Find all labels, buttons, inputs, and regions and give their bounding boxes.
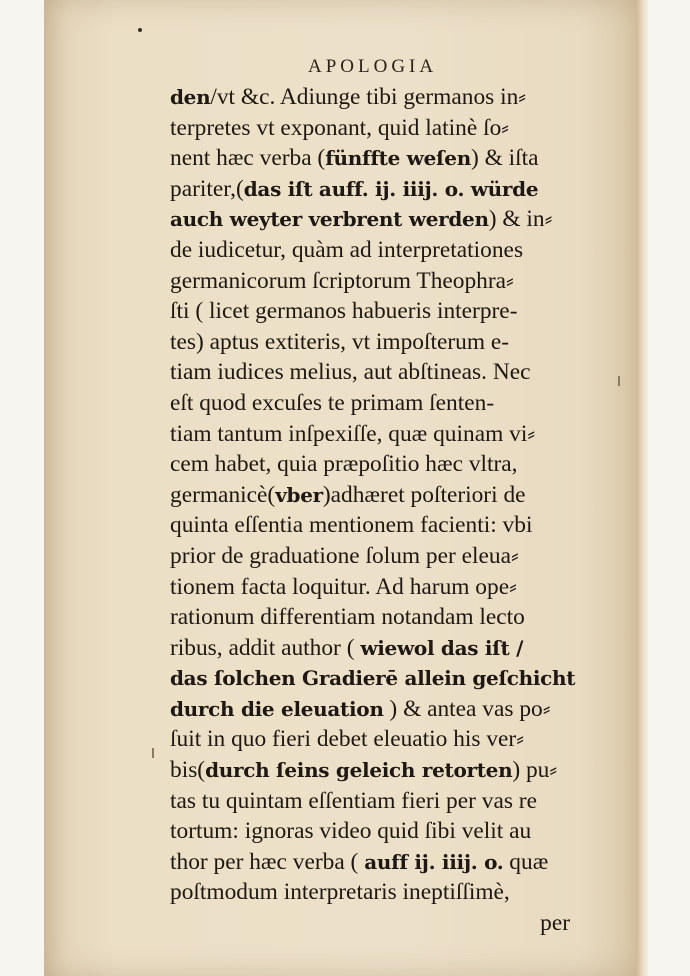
latin-text: nent hæc verba ( — [170, 145, 326, 172]
text-line — [170, 847, 610, 878]
latin-text: tes) aptus extiteris, vt impoſterum e- — [170, 328, 510, 355]
running-head: APOLOGIA — [308, 56, 438, 77]
text-line — [170, 480, 610, 511]
body-text — [170, 82, 610, 939]
latin-text: )adhæret poſteriori de — [322, 481, 526, 508]
latin-text: thor per hæc verba ( — [170, 848, 365, 875]
blackletter-phrase: auff ij. iiij. o. — [364, 849, 504, 874]
blackletter-phrase: das iſt auff. ij. iiij. o. würde — [243, 176, 539, 201]
text-line — [170, 724, 610, 755]
text-line — [170, 602, 610, 633]
text-line — [170, 694, 610, 725]
margin-mark — [152, 748, 154, 758]
latin-text: eſt quod excuſes te primam ſenten- — [170, 389, 495, 416]
latin-text: ) & iſta — [470, 145, 539, 172]
text-line — [170, 388, 610, 419]
text-line — [170, 572, 610, 603]
latin-text: tas tu quintam eſſentiam fieri per vas re — [170, 787, 537, 814]
latin-text: germanicè( — [170, 481, 276, 508]
latin-text: bis( — [170, 757, 206, 784]
latin-text: cem habet, quia præpoſitio hæc vltra, — [170, 451, 518, 478]
latin-text: tiam iudices melius, aut abſtineas. Nec — [170, 359, 531, 386]
text-line — [170, 235, 610, 266]
text-line — [170, 296, 610, 327]
text-line — [170, 633, 610, 664]
latin-text: quinta eſſentia mentionem facienti: vbi — [170, 512, 533, 539]
text-line — [170, 786, 610, 817]
latin-text: germanicorum ſcriptorum Theophra⸗ — [170, 267, 514, 294]
latin-text: terpretes vt exponant, quid latinè ſo⸗ — [170, 114, 510, 141]
latin-text: /vt &c. Adiunge tibi germanos in⸗ — [210, 84, 527, 110]
text-line — [170, 755, 610, 786]
text-line — [170, 510, 610, 541]
blackletter-phrase: den — [170, 85, 211, 109]
latin-text: tortum: ignoras video quid ſibi velit au — [170, 818, 532, 845]
text-line — [170, 174, 610, 205]
latin-text: tionem facta loquitur. Ad harum ope⸗ — [170, 573, 517, 600]
text-line — [170, 82, 610, 113]
blackletter-phrase: vber — [275, 482, 323, 507]
latin-text: rationum differentiam notandam lecto — [170, 604, 525, 631]
blackletter-phrase: wiewol das iſt / — [360, 635, 524, 660]
catchword: per — [540, 910, 570, 937]
text-line — [170, 541, 610, 572]
text-line — [170, 143, 610, 174]
latin-text: ſti ( licet germanos habueris interpre- — [170, 298, 518, 325]
blackletter-phrase: auch weyter verbrent werden — [170, 207, 489, 232]
blackletter-phrase: durch ſeins geleich retorten — [205, 758, 513, 783]
latin-text: de iudicetur, quàm ad interpretationes — [170, 236, 524, 263]
blackletter-phrase: fünffte weſen — [325, 146, 471, 171]
blackletter-phrase: durch die eleuation — [170, 696, 384, 721]
latin-text: prior de graduatione ſolum per eleua⸗ — [170, 542, 519, 569]
latin-text: ) & antea vas po⸗ — [383, 695, 551, 722]
text-line — [170, 266, 610, 297]
latin-text: ) pu⸗ — [512, 757, 558, 784]
latin-text: ribus, addit author ( — [170, 634, 361, 661]
margin-mark — [618, 376, 620, 386]
page-edge — [636, 0, 648, 976]
latin-text: ) & in⸗ — [488, 206, 553, 233]
blackletter-phrase: das ſolchen Gradierē allein geſchicht — [170, 666, 576, 691]
text-line — [170, 327, 610, 358]
text-line — [170, 877, 610, 908]
latin-text: quæ — [503, 848, 549, 875]
text-line — [170, 357, 610, 388]
latin-text: ſuit in quo fieri debet eleuatio his ver⸗ — [170, 726, 525, 753]
ink-speck — [138, 28, 142, 32]
text-line — [170, 204, 610, 235]
latin-text: tiam tantum inſpexiſſe, quæ quinam vi⸗ — [170, 420, 536, 447]
text-line — [170, 419, 610, 450]
text-line — [170, 113, 610, 144]
text-line — [170, 449, 610, 480]
latin-text: poſtmodum interpretaris ineptiſſimè, — [170, 879, 510, 906]
latin-text: pariter,( — [170, 175, 244, 202]
text-line — [170, 816, 610, 847]
text-line — [170, 663, 610, 694]
